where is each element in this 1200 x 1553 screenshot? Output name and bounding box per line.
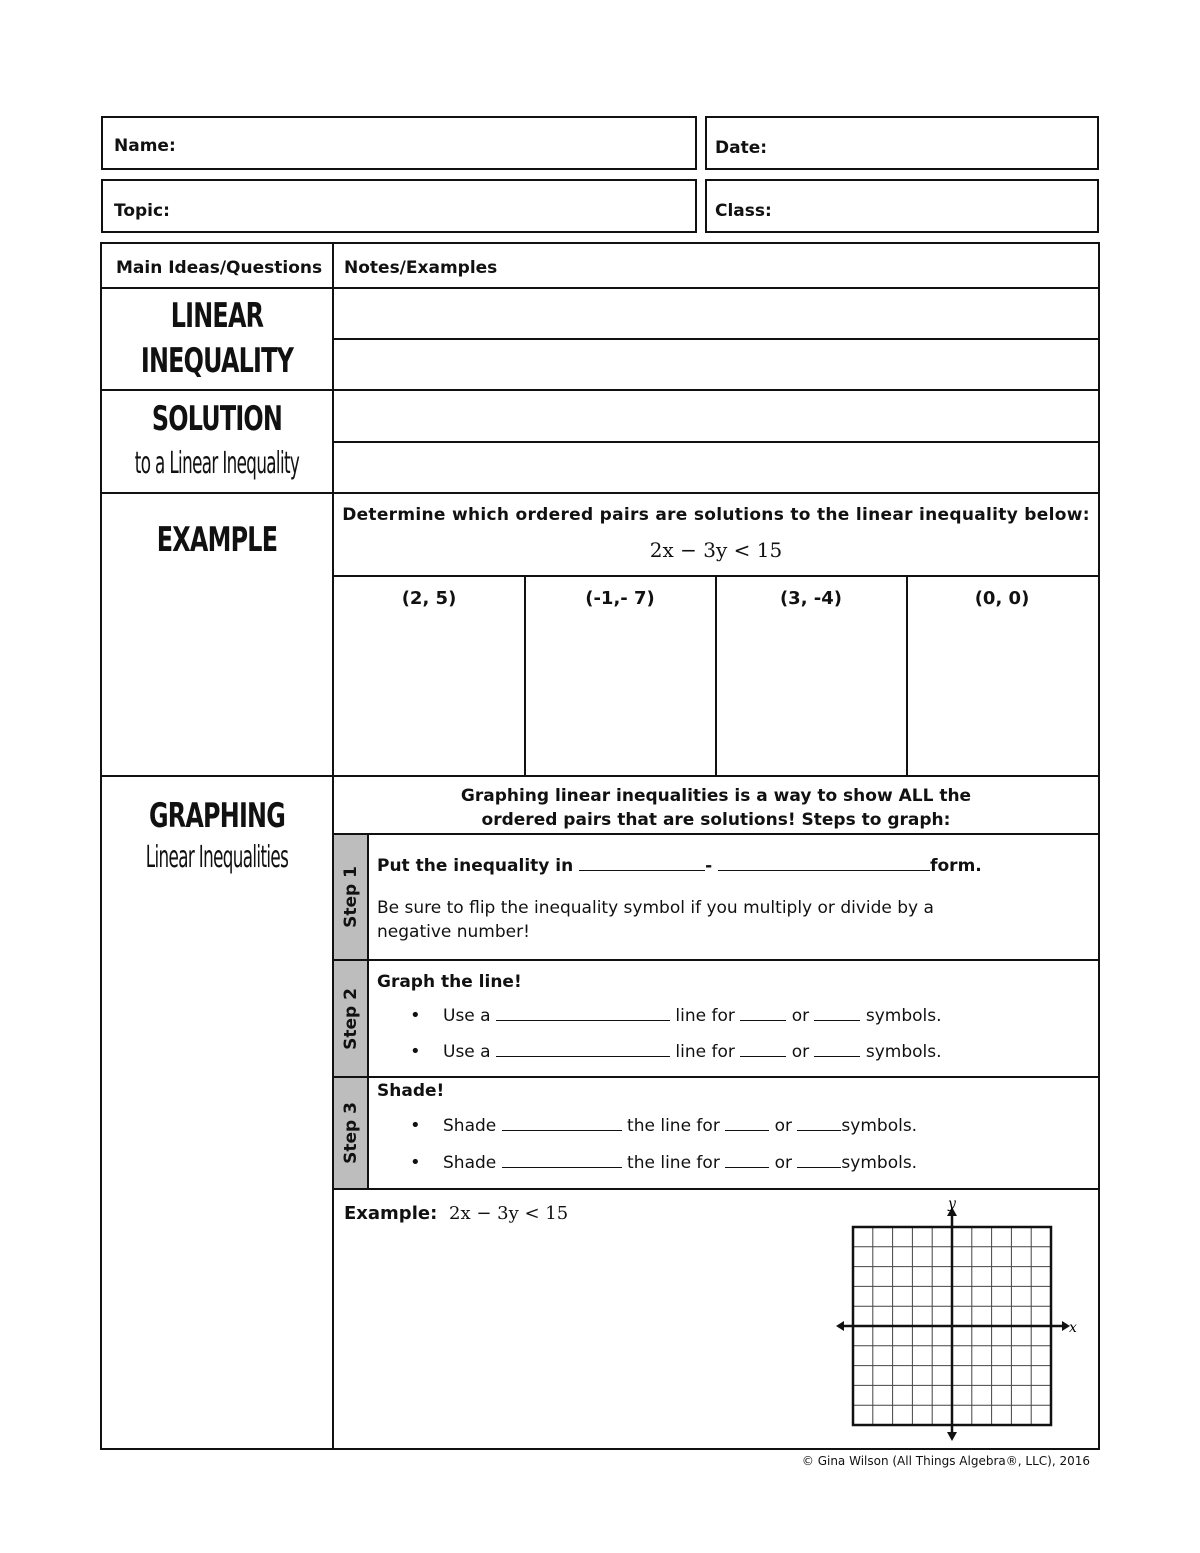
example-inequality: 2x − 3y < 15 — [649, 538, 783, 562]
step3-shade-2: Shade — [443, 1153, 497, 1173]
step2-bullet-1: • — [410, 1005, 421, 1026]
section-divider-2 — [101, 492, 1099, 494]
step1-note-1: Be sure to flip the inequality symbol if you multiply or divide by a — [377, 898, 934, 918]
name-label: Name: — [114, 136, 176, 156]
step2-tab — [334, 961, 369, 1076]
step2-blank-2a[interactable] — [496, 1042, 670, 1057]
graphing-title: GRAPHING — [148, 796, 286, 836]
step3-blank-2a[interactable] — [502, 1153, 622, 1168]
coordinate-grid[interactable] — [836, 1192, 1086, 1442]
step3-blank-1b[interactable] — [725, 1116, 769, 1131]
x-axis-arrow-left — [836, 1321, 844, 1331]
step3-item-1 — [443, 1116, 917, 1136]
col1-header: Main Ideas/Questions — [116, 258, 323, 278]
step2-symbols-1: symbols. — [865, 1006, 942, 1026]
step3-item-2 — [443, 1153, 917, 1173]
step2-or-2: or — [791, 1042, 810, 1062]
step2-blank-2c[interactable] — [814, 1042, 860, 1057]
step2-title: Graph the line! — [377, 972, 522, 992]
col2-header: Notes/Examples — [344, 258, 498, 278]
step3-blank-1c[interactable] — [797, 1116, 841, 1131]
step3-shade-1: Shade — [443, 1116, 497, 1136]
step3-bullet-1: • — [410, 1115, 421, 1136]
name-box[interactable] — [101, 116, 697, 170]
step3-bullet-2: • — [410, 1152, 421, 1173]
step2-divider — [333, 1076, 1099, 1078]
pair-4: (0, 0) — [974, 588, 1030, 609]
step1-dash: - — [705, 856, 713, 876]
step1-divider — [333, 959, 1099, 961]
graphing-intro-2: ordered pairs that are solutions! Steps to graph: — [481, 810, 951, 830]
step1-tab — [334, 835, 369, 959]
example-prompt: Determine which ordered pairs are solutions to the linear inequality below: — [342, 505, 1090, 525]
graph-example — [344, 1203, 568, 1224]
example-title: EXAMPLE — [156, 520, 278, 560]
graph-example-inequality: 2x − 3y < 15 — [449, 1203, 569, 1224]
y-axis-label: y — [948, 1196, 956, 1212]
step3-or-2: or — [774, 1153, 793, 1173]
step3-title: Shade! — [377, 1081, 445, 1101]
step1-line — [377, 856, 982, 876]
date-label: Date: — [715, 138, 768, 158]
y-axis-arrow-down — [947, 1432, 957, 1441]
steps-top-line — [333, 833, 1099, 835]
step3-or-1: or — [774, 1116, 793, 1136]
step2-symbols-2: symbols. — [865, 1042, 942, 1062]
step3-divider — [333, 1188, 1099, 1190]
copyright: © Gina Wilson (All Things Algebra®, LLC), 2016 — [801, 1454, 1090, 1468]
header-divider — [101, 287, 1099, 289]
graphing-intro-1: Graphing linear inequalities is a way to show ALL the — [460, 786, 972, 806]
step2-blank-1c[interactable] — [814, 1006, 860, 1021]
step2-use-2: Use a — [443, 1042, 491, 1062]
solution-note-line — [333, 441, 1099, 443]
topic-label: Topic: — [114, 201, 170, 221]
section-divider-3 — [101, 775, 1099, 777]
step2-line-for-1: line for — [675, 1006, 735, 1026]
step2-item-2 — [443, 1042, 942, 1062]
x-axis-label: x — [1069, 1320, 1077, 1336]
step3-tab — [334, 1078, 369, 1188]
pair-2: (-1,- 7) — [585, 588, 655, 609]
linear-note-line — [333, 338, 1099, 340]
pair-1: (2, 5) — [401, 588, 457, 609]
step1-note-2: negative number! — [377, 922, 530, 942]
step2-or-1: or — [791, 1006, 810, 1026]
step2-bullet-2: • — [410, 1041, 421, 1062]
step3-symbols-2: symbols. — [841, 1153, 918, 1173]
class-label: Class: — [715, 201, 772, 221]
graph-example-label: Example: — [344, 1203, 438, 1224]
solution-title: SOLUTION — [151, 399, 283, 439]
step3-blank-2b[interactable] — [725, 1153, 769, 1168]
step3-symbols-1: symbols. — [841, 1116, 918, 1136]
step3-blank-1a[interactable] — [502, 1116, 622, 1131]
date-box[interactable] — [705, 116, 1099, 170]
step1-text-a: Put the inequality in — [377, 856, 574, 876]
solution-subtitle: to a Linear Inequality — [134, 446, 300, 481]
step3-blank-2c[interactable] — [797, 1153, 841, 1168]
step2-blank-1b[interactable] — [740, 1006, 786, 1021]
pair-3: (3, -4) — [779, 588, 843, 609]
linear-title: LINEAR — [170, 296, 264, 336]
topic-box[interactable] — [101, 179, 697, 233]
step2-line-for-2: line for — [675, 1042, 735, 1062]
step3-line-for-2: the line for — [627, 1153, 720, 1173]
class-box[interactable] — [705, 179, 1099, 233]
step2-blank-1a[interactable] — [496, 1006, 670, 1021]
step1-blank-1[interactable] — [579, 856, 705, 871]
step2-tab-label: Step 2 — [340, 987, 361, 1050]
step1-blank-2[interactable] — [718, 856, 930, 871]
step2-item-1 — [443, 1006, 942, 1026]
section-divider-1 — [101, 389, 1099, 391]
step2-blank-2b[interactable] — [740, 1042, 786, 1057]
step1-tab-label: Step 1 — [340, 866, 361, 928]
step2-use-1: Use a — [443, 1006, 491, 1026]
step3-line-for-1: the line for — [627, 1116, 720, 1136]
step1-text-b: form. — [930, 856, 982, 876]
inequality-title: INEQUALITY — [140, 341, 294, 381]
graphing-subtitle: Linear Inequalities — [145, 840, 289, 875]
step3-tab-label: Step 3 — [340, 1102, 361, 1164]
